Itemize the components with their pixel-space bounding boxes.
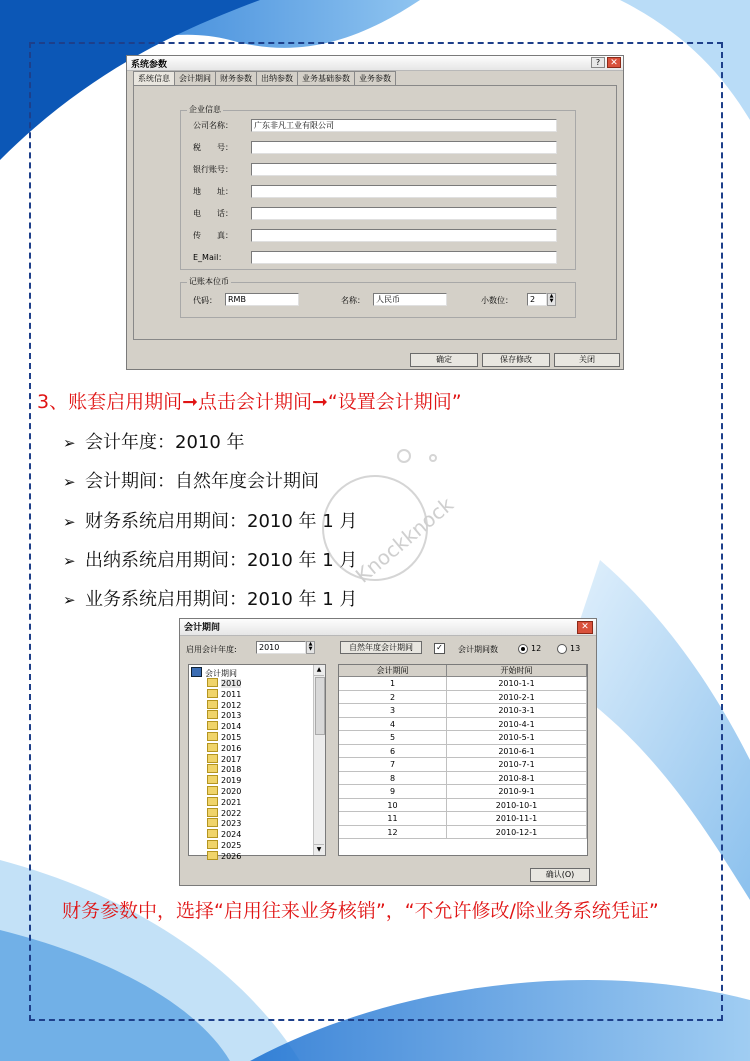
fax-label: 传 真： [193, 231, 233, 240]
folder-icon [207, 743, 218, 752]
tree-year-label: 2024 [221, 830, 242, 840]
folder-icon [207, 797, 218, 806]
grid-cell-period: 9 [339, 785, 447, 799]
tree-year-label: 2011 [221, 689, 242, 699]
tab-finance-params[interactable]: 财务参数 [215, 71, 257, 85]
tree-year-item[interactable] [207, 808, 241, 818]
tab-panel [133, 85, 617, 340]
close-button[interactable]: 关闭 [554, 353, 620, 367]
save-changes-button[interactable]: 保存修改 [482, 353, 550, 367]
grid-cell-period: 11 [339, 812, 447, 826]
tree-year-label: 2018 [221, 765, 242, 775]
folder-icon [207, 840, 218, 849]
tax-number-field[interactable] [251, 141, 557, 154]
folder-icon [207, 829, 218, 838]
dialog-titlebar [180, 619, 596, 636]
currency-name-field[interactable]: 人民币 [373, 293, 447, 306]
email-label: E_Mail： [193, 253, 227, 262]
tree-year-label: 2015 [221, 733, 242, 742]
tree-year-item[interactable] [207, 732, 241, 742]
phone-label: 电 话： [193, 209, 233, 218]
tab-cashier-params[interactable]: 出纳参数 [256, 71, 298, 85]
phone-field[interactable] [251, 207, 557, 220]
company-info-legend: 企业信息 [189, 105, 221, 114]
grid-cell-start-date: 2010-10-1 [447, 799, 587, 813]
grid-cell-period: 1 [339, 677, 447, 691]
grid-cell-start-date: 2010-2-1 [447, 691, 587, 705]
tree-year-label: 2020 [221, 787, 242, 796]
tree-year-item[interactable] [207, 818, 241, 828]
bullet-text: 业务系统启用期间：2010 年 1 月 [85, 589, 358, 610]
watermark-text: Knockknock [350, 492, 458, 588]
grid-cell-start-date: 2010-7-1 [447, 758, 587, 772]
tax-number-label: 税 号： [193, 143, 233, 152]
tree-year-label: 2013 [221, 711, 242, 721]
currency-name-label: 名称： [341, 296, 365, 305]
folder-icon [207, 754, 218, 763]
grid-cell-start-date: 2010-12-1 [447, 826, 587, 840]
tree-year-label: 2022 [221, 808, 242, 818]
tree-root-label: 会计期间 [205, 669, 237, 678]
dialog-title: 系统参数 [131, 60, 168, 70]
grid-cell-period: 10 [339, 799, 447, 813]
close-icon[interactable]: ✕ [577, 621, 593, 634]
bank-account-label: 银行账号： [193, 165, 233, 174]
grid-cell-start-date: 2010-4-1 [447, 718, 587, 732]
dialog-title: 会计期间 [184, 623, 221, 633]
decimal-spinner[interactable]: ▲ ▼ [547, 293, 556, 306]
company-info-group [180, 105, 576, 270]
section-heading: 3、账套启用期间➞点击会计期间➞“设置会计期间” [37, 391, 462, 413]
grid-cell-period: 4 [339, 718, 447, 732]
decimal-places-label: 小数位： [481, 296, 513, 305]
tree-year-item[interactable] [207, 775, 241, 785]
arrow-icon: ➢ [63, 513, 76, 531]
bullet-accounting-period [63, 467, 319, 493]
watermark-logo [300, 448, 458, 588]
grid-cell-start-date: 2010-6-1 [447, 745, 587, 759]
tree-year-item[interactable] [207, 678, 241, 688]
grid-cell-start-date: 2010-5-1 [447, 731, 587, 745]
tree-year-item[interactable] [207, 829, 241, 839]
bullet-text: 会计年度：2010 年 [85, 432, 245, 453]
tab-accounting-period[interactable]: 会计期间 [174, 71, 216, 85]
tree-year-item[interactable] [207, 743, 241, 753]
decimal-places-field[interactable]: 2 [527, 293, 547, 306]
tree-year-item[interactable] [207, 721, 241, 731]
folder-icon [207, 786, 218, 795]
start-year-field[interactable]: 2010 [256, 641, 306, 654]
currency-legend: 记账本位币 [189, 277, 229, 286]
arrow-icon: ➢ [63, 434, 76, 452]
grid-cell-start-date: 2010-1-1 [447, 677, 587, 691]
tree-year-label: 2010 [221, 679, 242, 688]
grid-cell-start-date: 2010-11-1 [447, 812, 587, 826]
arrow-icon: ➢ [63, 591, 76, 609]
grid-cell-period: 2 [339, 691, 447, 705]
folder-icon [207, 710, 218, 719]
company-name-label: 公司名称： [193, 121, 233, 130]
tree-year-label: 2019 [221, 776, 242, 786]
finance-note: 财务参数中，选择“启用往来业务核销”，“不允许修改/除业务系统凭证” [62, 900, 659, 922]
system-params-dialog [126, 55, 624, 370]
bank-account-field[interactable] [251, 163, 557, 176]
grid-cell-period: 3 [339, 704, 447, 718]
tree-year-item[interactable] [207, 840, 241, 850]
grid-cell-period: 6 [339, 745, 447, 759]
radio-12-label: 12 [531, 644, 542, 653]
grid-cell-period: 8 [339, 772, 447, 786]
folder-icon [207, 851, 218, 860]
bullet-text: 出纳系统启用期间：2010 年 1 月 [85, 550, 358, 571]
tree-year-label: 2023 [221, 819, 242, 829]
accounting-period-dialog [179, 618, 597, 886]
fax-field[interactable] [251, 229, 557, 242]
grid-header-start: 开始时间 [447, 665, 587, 677]
tree-year-label: 2026 [221, 851, 242, 861]
radio-13[interactable] [557, 644, 567, 654]
folder-icon [207, 678, 218, 687]
tree-year-label: 2017 [221, 754, 242, 764]
tree-year-label: 2012 [221, 700, 242, 710]
currency-code-field[interactable]: RMB [225, 293, 299, 306]
folder-icon [207, 689, 218, 698]
grid-cell-start-date: 2010-8-1 [447, 772, 587, 786]
start-year-spinner[interactable]: ▲ ▼ [306, 641, 315, 654]
tree-year-label: 2016 [221, 743, 242, 753]
tree-year-item[interactable] [207, 764, 241, 774]
tab-business-base-params[interactable]: 业务基础参数 [297, 71, 355, 85]
grid-cell-start-date: 2010-9-1 [447, 785, 587, 799]
bullet-fiscal-year [63, 428, 245, 454]
period-count-checkbox[interactable]: ✓ [434, 643, 445, 654]
help-button[interactable]: ? [591, 57, 605, 68]
folder-icon [207, 818, 218, 827]
start-year-label: 启用会计年度: [186, 645, 237, 654]
dialog-titlebar [127, 56, 623, 71]
address-label: 地 址： [193, 187, 233, 196]
ok-button[interactable]: 确定 [410, 353, 478, 367]
tab-strip [133, 71, 395, 85]
scroll-thumb[interactable] [315, 677, 325, 735]
tree-year-item[interactable] [207, 797, 241, 807]
tree-year-item[interactable] [207, 786, 241, 796]
company-name-field[interactable]: 广东非凡工业有限公司 [251, 119, 557, 132]
confirm-button[interactable]: 确认(O) [530, 868, 590, 882]
bullet-text: 财务系统启用期间：2010 年 1 月 [85, 511, 358, 532]
tree-year-item[interactable] [207, 754, 241, 764]
folder-icon [207, 775, 218, 784]
arrow-icon: ➢ [63, 552, 76, 570]
bullet-business-start [63, 585, 357, 611]
email-field[interactable] [251, 251, 557, 264]
radio-13-label: 13 [570, 644, 581, 653]
scroll-down-icon[interactable]: ▼ [314, 844, 324, 855]
tree-year-item[interactable] [207, 851, 241, 861]
arrow-icon: ➢ [63, 473, 76, 491]
period-tree[interactable] [188, 664, 326, 861]
radio-12[interactable] [518, 644, 528, 654]
folder-icon [207, 732, 218, 741]
period-grid [338, 664, 588, 856]
grid-cell-start-date: 2010-3-1 [447, 704, 587, 718]
grid-cell-period: 12 [339, 826, 447, 840]
tree-year-label: 2014 [221, 722, 242, 732]
grid-header-period: 会计期间 [339, 665, 447, 677]
tree-year-item[interactable] [207, 689, 241, 699]
grid-cell-period: 5 [339, 731, 447, 745]
folder-icon [207, 808, 218, 817]
currency-group [180, 277, 576, 318]
tree-year-item[interactable] [207, 710, 241, 720]
folder-icon [207, 764, 218, 773]
grid-cell-period: 7 [339, 758, 447, 772]
folder-icon [207, 700, 218, 709]
address-field[interactable] [251, 185, 557, 198]
folder-icon [207, 721, 218, 730]
tab-system-info[interactable]: 系统信息 [133, 71, 175, 86]
tree-scrollbar[interactable] [313, 665, 325, 855]
tree-year-item[interactable] [207, 700, 241, 710]
tree-year-label: 2021 [221, 797, 242, 807]
currency-code-label: 代码： [193, 296, 217, 305]
bullet-text: 会计期间：自然年度会计期间 [85, 471, 319, 492]
tab-business-params[interactable]: 业务参数 [354, 71, 396, 85]
scroll-up-icon[interactable]: ▲ [314, 665, 324, 676]
computer-icon [191, 667, 202, 677]
close-icon[interactable]: ✕ [607, 57, 621, 68]
period-count-label: 会计期间数 [458, 645, 498, 654]
natural-year-button[interactable]: 自然年度会计期间 [340, 641, 422, 654]
tree-year-label: 2025 [221, 841, 242, 850]
